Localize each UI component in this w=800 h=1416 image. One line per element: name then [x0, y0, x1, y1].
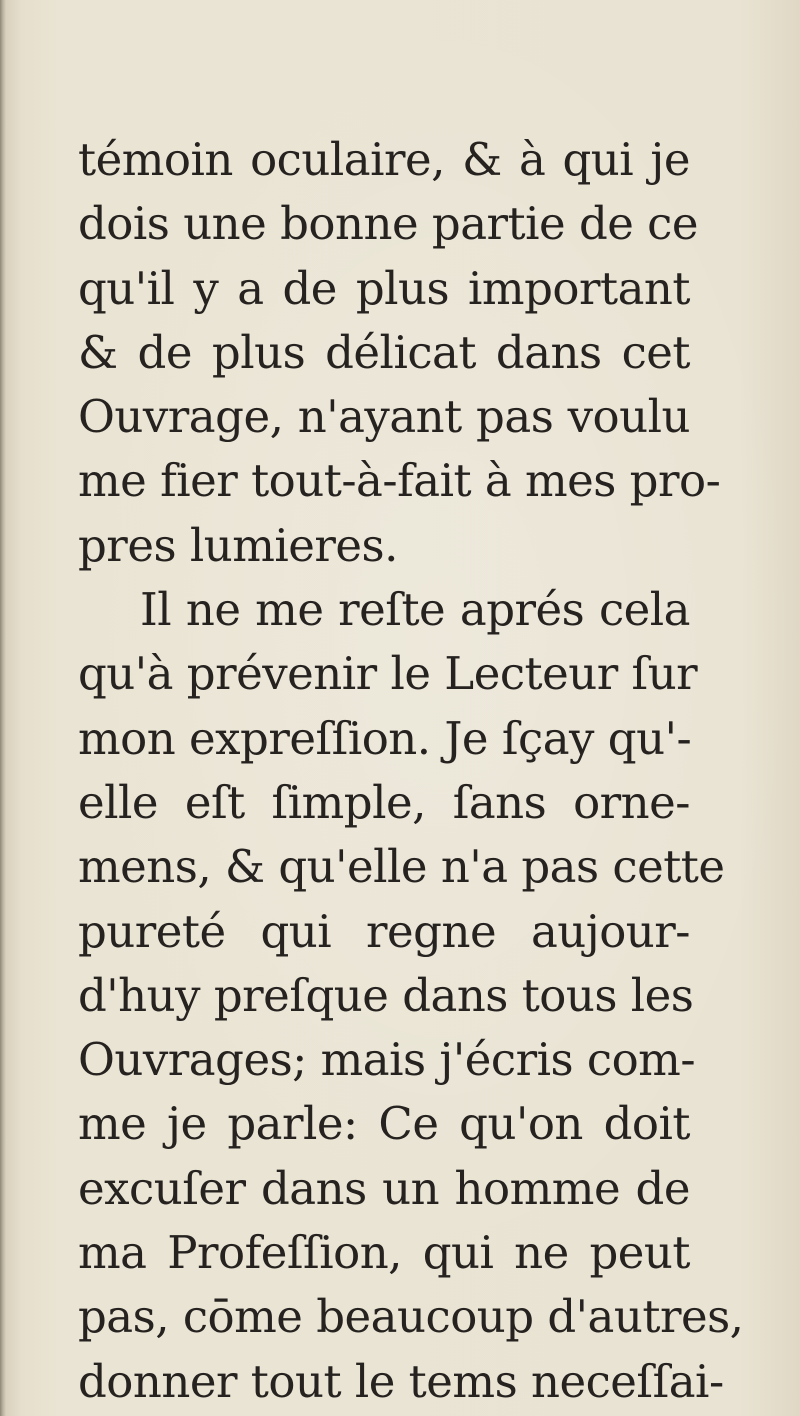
text-line: Ouvrages; mais j'écris com- [78, 1033, 696, 1087]
text-line: pas, cōme beaucoup d'autres, [78, 1290, 744, 1344]
text-line: Ouvrage, n'ayant pas voulu [78, 390, 690, 444]
text-line: d'huy preſque dans tous les [78, 968, 694, 1022]
text-line: témoin oculaire, & à qui je [78, 133, 690, 186]
text-line: elle eſt ſimple, ſans orne- [78, 775, 690, 829]
binding-edge [0, 0, 6, 1416]
text-line: ma Profeſſion, qui ne peut [78, 1226, 690, 1280]
text-line: & de plus délicat dans cet [78, 325, 690, 379]
text-line: qu'à prévenir le Lecteur ſur [78, 647, 698, 701]
text-line: qu'il y a de plus important [78, 261, 690, 315]
page-text [78, 128, 744, 1414]
paragraph-start-line: Il ne me reſte aprés cela [140, 583, 690, 637]
text-line: mens, & qu'elle n'a pas cette [78, 840, 725, 894]
text-line: donner tout le tems neceſſai- [78, 1354, 724, 1408]
text-line: excuſer dans un homme de [78, 1161, 690, 1215]
text-line: dois une bonne partie de ce [78, 197, 699, 251]
text-line: pureté qui regne aujour- [78, 904, 690, 958]
text-line: mon expreſſion. Je ſçay qu'- [78, 711, 692, 765]
text-line: me je parle: Ce qu'on doit [78, 1097, 690, 1151]
text-line: pres lumieres. [78, 518, 398, 572]
text-line: me fier tout-à-fait à mes pro- [78, 454, 721, 508]
